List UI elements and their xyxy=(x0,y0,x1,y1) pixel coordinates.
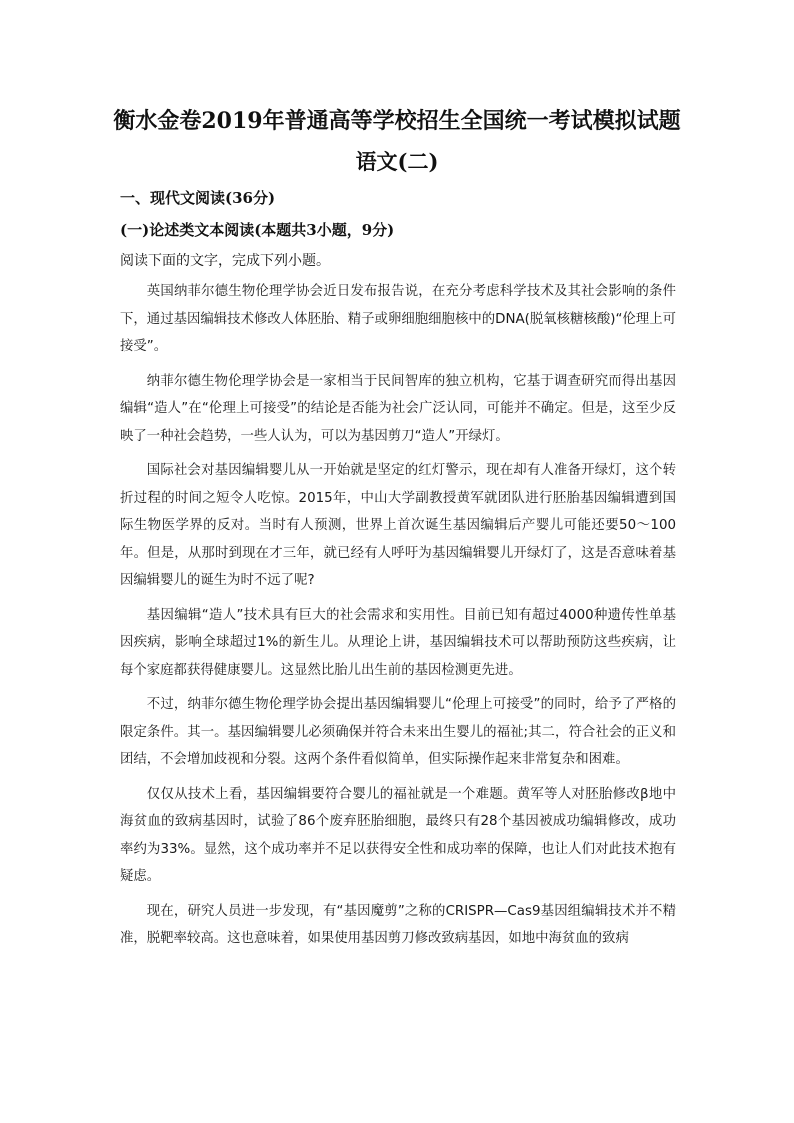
passage-paragraph: 国际社会对基因编辑婴儿从一开始就是坚定的红灯警示，现在却有人准备开绿灯，这个转折过程的时间之短令人吃惊。2015年，中山大学副教授黄军就团队进行胚胎基因编辑遭到国际生物医学界的反对。当时有人预测，世界上首次诞生基因编辑后产婴儿可能还要50～100年。但是，从那时到现在才三年，就已经有人呼吁为基因编辑婴儿开绿灯了，这是否意味着基因编辑婴儿的诞生为时不远了呢? xyxy=(120,463,676,588)
section-heading: 一、现代文阅读(36分) xyxy=(120,189,276,207)
passage-paragraph: 现在，研究人员进一步发现，有“基因魔剪”之称的CRISPR—Cas9基因组编辑技术并不精准，脱靶率较高。这也意味着，如果使用基因剪刀修改致病基因，如地中海贫血的致病 xyxy=(120,903,676,946)
passage-body xyxy=(120,278,676,960)
passage-paragraph: 不过，纳菲尔德生物伦理学协会提出基因编辑婴儿“伦理上可接受”的同时，给予了严格的限定条件。其一。基因编辑婴儿必须确保并符合未来出生婴儿的福祉;其二，符合社会的正义和团结，不会增加歧视和分裂。这两个条件看似简单，但实际操作起来非常复杂和困难。 xyxy=(120,697,676,767)
passage-paragraph: 仅仅从技术上看，基因编辑要符合婴儿的福祉就是一个难题。黄军等人对胚胎修改β地中海贫血的致病基因时，试验了86个废弃胚胎细胞，最终只有28个基因被成功编辑修改，成功率约为33%。显然，这个成功率并不足以获得安全性和成功率的保障，也让人们对此技术抱有疑虑。 xyxy=(120,786,676,884)
passage-paragraph: 纳菲尔德生物伦理学协会是一家相当于民间智库的独立机构，它基于调查研究而得出基因编辑“造人”在“伦理上可接受”的结论是否能为社会广泛认同，可能并不确定。但是，这至少反映了一种社会趋势，一些人认为，可以为基因剪刀“造人”开绿灯。 xyxy=(120,373,676,444)
passage-paragraph: 英国纳菲尔德生物伦理学协会近日发布报告说，在充分考虑科学技术及其社会影响的条件下，通过基因编辑技术修改人体胚胎、精子或卵细胞细胞核中的DNA(脱氧核糖核酸)“伦理上可接受”。 xyxy=(120,284,676,354)
reading-instruction: 阅读下面的文字，完成下列小题。 xyxy=(120,253,330,269)
passage-paragraph: 基因编辑“造人”技术具有巨大的社会需求和实用性。目前已知有超过4000种遗传性单基因疾病，影响全球超过1%的新生儿。从理论上讲，基因编辑技术可以帮助预防这些疾病，让每个家庭都获得健康婴儿。这显然比胎儿出生前的基因检测更先进。 xyxy=(120,607,676,678)
exam-title: 衡水金卷2019年普通高等学校招生全国统一考试模拟试题 xyxy=(113,108,681,134)
section-subheading: (一)论述类文本阅读(本题共3小题，9分) xyxy=(120,221,395,239)
exam-subtitle: 语文(二) xyxy=(355,149,439,174)
